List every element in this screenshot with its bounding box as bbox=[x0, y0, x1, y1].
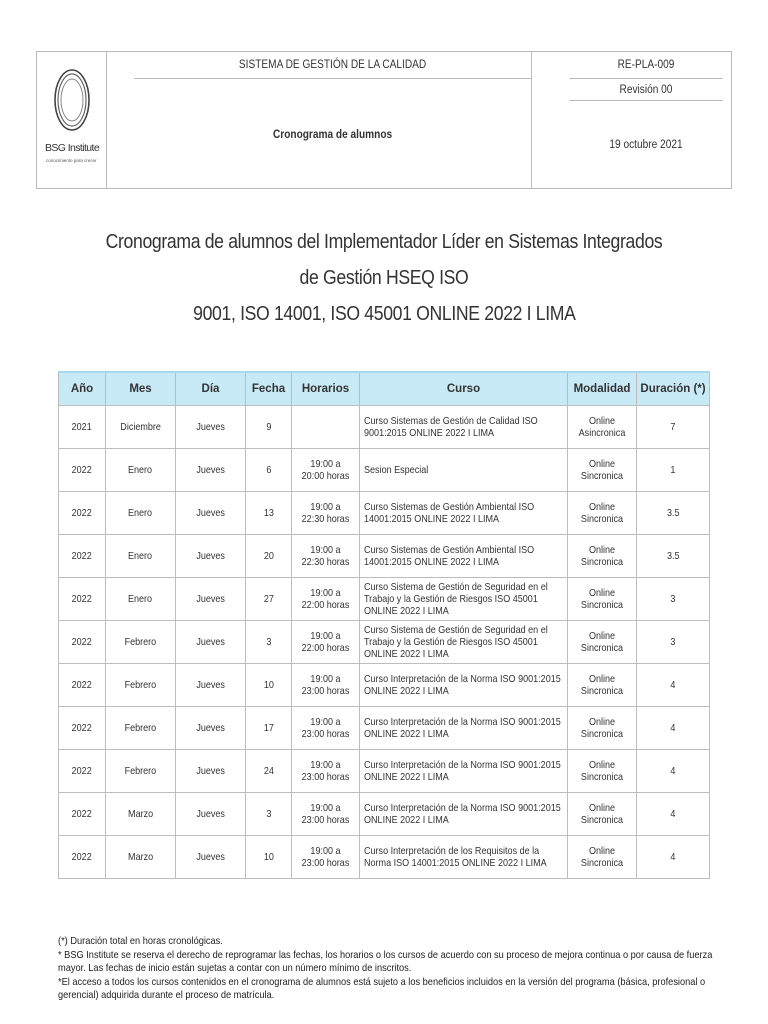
cell-mes-text: Febrero bbox=[124, 721, 157, 734]
cell-curso-text: Curso Sistema de Gestión de Seguridad en el Trabajo y la Gestión de Riesgos ISO 45001 ONLINE 2022 I LIMA bbox=[364, 580, 548, 617]
cell-anio bbox=[59, 620, 106, 663]
column-header-anio: Año bbox=[59, 372, 106, 405]
cell-dia-text: Jueves bbox=[196, 635, 225, 648]
cell-duracion bbox=[637, 491, 710, 534]
cell-horario-text: 19:00 a 22:30 horas bbox=[301, 500, 350, 525]
cell-horario-text: 19:00 a 23:00 horas bbox=[301, 844, 350, 869]
cell-fecha bbox=[246, 534, 292, 577]
cell-duracion-text: 1 bbox=[670, 463, 676, 476]
cell-modalidad bbox=[568, 534, 637, 577]
cell-fecha bbox=[246, 663, 292, 706]
cell-fecha-text: 20 bbox=[263, 549, 274, 562]
cell-curso-text: Curso Sistema de Gestión de Seguridad en el Trabajo y la Gestión de Riesgos ISO 45001 ONLINE 2022 I LIMA bbox=[364, 623, 548, 660]
cell-anio-text: 2022 bbox=[71, 592, 93, 605]
cell-modalidad bbox=[568, 448, 637, 491]
cell-curso bbox=[360, 835, 568, 878]
column-header-mes: Mes bbox=[106, 372, 176, 405]
cell-curso-text: Curso Sistemas de Gestión Ambiental ISO 14001:2015 ONLINE 2022 I LIMA bbox=[364, 500, 535, 525]
table-row bbox=[59, 491, 710, 534]
cell-anio-text: 2022 bbox=[71, 764, 93, 777]
cell-duracion-text: 3 bbox=[670, 592, 676, 605]
cell-fecha bbox=[246, 706, 292, 749]
cell-curso-text: Sesion Especial bbox=[364, 463, 429, 476]
cell-fecha bbox=[246, 405, 292, 448]
cell-horario-text: 19:00 a 20:00 horas bbox=[301, 457, 350, 482]
cell-duracion bbox=[637, 792, 710, 835]
document-code: RE-PLA-009 bbox=[569, 52, 722, 79]
cell-duracion bbox=[637, 706, 710, 749]
schedule-table bbox=[58, 371, 710, 879]
page-title bbox=[50, 224, 718, 332]
cell-horario bbox=[292, 835, 360, 878]
document-revision: Revisión 00 bbox=[569, 79, 722, 101]
cell-horario bbox=[292, 706, 360, 749]
cell-dia-text: Jueves bbox=[196, 463, 225, 476]
cell-anio-text: 2022 bbox=[71, 506, 93, 519]
table-row bbox=[59, 749, 710, 792]
cell-modalidad bbox=[568, 706, 637, 749]
cell-horario bbox=[292, 620, 360, 663]
cell-fecha-text: 10 bbox=[263, 678, 274, 691]
cell-modalidad-text: Online Sincronica bbox=[580, 801, 624, 826]
cell-horario bbox=[292, 663, 360, 706]
cell-anio-text: 2022 bbox=[71, 807, 93, 820]
document-date: 19 octubre 2021 bbox=[609, 138, 683, 151]
column-header-duracion: Duración (*) bbox=[637, 372, 710, 405]
cell-dia bbox=[176, 577, 246, 620]
column-header-dia: Día bbox=[176, 372, 246, 405]
cell-mes-text: Enero bbox=[128, 549, 153, 562]
cell-modalidad bbox=[568, 663, 637, 706]
cell-mes-text: Marzo bbox=[127, 850, 154, 863]
cell-anio-text: 2021 bbox=[71, 420, 93, 433]
column-header-fecha: Fecha bbox=[246, 372, 292, 405]
cell-duracion bbox=[637, 577, 710, 620]
cell-anio bbox=[59, 448, 106, 491]
document-header bbox=[36, 51, 732, 189]
cell-dia bbox=[176, 491, 246, 534]
cell-horario bbox=[292, 405, 360, 448]
cell-fecha-text: 3 bbox=[265, 807, 272, 820]
cell-fecha-text: 3 bbox=[265, 635, 272, 648]
cell-curso bbox=[360, 749, 568, 792]
footnote-access: *El acceso a todos los cursos contenidos en el cronograma de alumnos está sujeto a los beneficios incluidos en la versión del programa (básica, profesional o gerencial) adquirida durante el proceso de matrícula. bbox=[58, 975, 706, 1001]
cell-duracion-text: 4 bbox=[670, 721, 676, 734]
table-row bbox=[59, 405, 710, 448]
column-header-horarios: Horarios bbox=[292, 372, 360, 405]
cell-mes bbox=[106, 663, 176, 706]
cell-fecha-text: 24 bbox=[263, 764, 274, 777]
cell-horario-text: 19:00 a 22:30 horas bbox=[301, 543, 350, 568]
cell-curso bbox=[360, 491, 568, 534]
table-row bbox=[59, 534, 710, 577]
cell-mes bbox=[106, 405, 176, 448]
cell-mes bbox=[106, 491, 176, 534]
schedule-table-body bbox=[59, 405, 710, 878]
cell-horario bbox=[292, 792, 360, 835]
cell-curso-text: Curso Interpretación de la Norma ISO 9001:2015 ONLINE 2022 I LIMA bbox=[364, 715, 561, 740]
cell-fecha-text: 27 bbox=[263, 592, 274, 605]
logo-tagline: conocimiento para crecer bbox=[46, 158, 97, 163]
cell-fecha bbox=[246, 491, 292, 534]
cell-modalidad bbox=[568, 491, 637, 534]
footnote-duration: (*) Duración total en horas cronológicas. bbox=[58, 935, 223, 947]
page-title-line-2: 9001, ISO 14001, ISO 45001 ONLINE 2022 I LIMA bbox=[192, 302, 576, 325]
cell-modalidad-text: Online Sincronica bbox=[580, 586, 624, 611]
cell-modalidad bbox=[568, 749, 637, 792]
cell-dia bbox=[176, 835, 246, 878]
table-row bbox=[59, 448, 710, 491]
cell-modalidad-text: Online Sincronica bbox=[580, 758, 624, 783]
table-row bbox=[59, 620, 710, 663]
cell-mes bbox=[106, 706, 176, 749]
cell-anio bbox=[59, 663, 106, 706]
cell-anio bbox=[59, 491, 106, 534]
cell-modalidad-text: Online Asincronica bbox=[578, 414, 626, 439]
cell-modalidad-text: Online Sincronica bbox=[580, 715, 624, 740]
cell-modalidad bbox=[568, 577, 637, 620]
cell-anio-text: 2022 bbox=[71, 678, 93, 691]
cell-dia-text: Jueves bbox=[196, 549, 225, 562]
cell-anio bbox=[59, 749, 106, 792]
cell-fecha bbox=[246, 749, 292, 792]
cell-duracion bbox=[637, 534, 710, 577]
cell-duracion bbox=[637, 663, 710, 706]
cell-horario-text: 19:00 a 23:00 horas bbox=[301, 672, 350, 697]
cell-duracion-text: 3.5 bbox=[666, 549, 680, 562]
cell-fecha-text: 10 bbox=[263, 850, 274, 863]
cell-curso bbox=[360, 620, 568, 663]
cell-mes bbox=[106, 620, 176, 663]
table-row bbox=[59, 835, 710, 878]
cell-duracion-text: 3 bbox=[670, 635, 676, 648]
cell-anio-text: 2022 bbox=[71, 463, 93, 476]
cell-duracion bbox=[637, 749, 710, 792]
cell-dia bbox=[176, 792, 246, 835]
cell-anio-text: 2022 bbox=[71, 850, 93, 863]
cell-anio-text: 2022 bbox=[71, 549, 93, 562]
cell-duracion bbox=[637, 620, 710, 663]
cell-dia bbox=[176, 534, 246, 577]
cell-anio bbox=[59, 792, 106, 835]
cell-curso bbox=[360, 663, 568, 706]
cell-dia-text: Jueves bbox=[196, 592, 225, 605]
cell-dia-text: Jueves bbox=[196, 678, 225, 691]
cell-mes bbox=[106, 577, 176, 620]
cell-modalidad bbox=[568, 792, 637, 835]
cell-fecha bbox=[246, 577, 292, 620]
cell-horario-text: 19:00 a 23:00 horas bbox=[301, 801, 350, 826]
quality-system-label: SISTEMA DE GESTIÓN DE LA CALIDAD bbox=[134, 52, 532, 79]
cell-dia bbox=[176, 448, 246, 491]
table-row bbox=[59, 706, 710, 749]
cell-horario bbox=[292, 577, 360, 620]
cell-curso bbox=[360, 577, 568, 620]
cell-dia bbox=[176, 749, 246, 792]
cell-curso-text: Curso Interpretación de la Norma ISO 9001:2015 ONLINE 2022 I LIMA bbox=[364, 758, 561, 783]
cell-mes bbox=[106, 835, 176, 878]
cell-mes-text: Enero bbox=[128, 592, 153, 605]
cell-fecha-text: 6 bbox=[265, 463, 272, 476]
cell-mes-text: Enero bbox=[128, 463, 153, 476]
cell-fecha-text: 17 bbox=[263, 721, 274, 734]
table-row bbox=[59, 792, 710, 835]
cell-dia-text: Jueves bbox=[196, 850, 225, 863]
cell-curso-text: Curso Interpretación de la Norma ISO 9001:2015 ONLINE 2022 I LIMA bbox=[364, 672, 561, 697]
cell-mes-text: Febrero bbox=[124, 635, 157, 648]
table-header-row bbox=[59, 372, 710, 405]
cell-duracion-text: 4 bbox=[670, 850, 676, 863]
cell-mes-text: Diciembre bbox=[120, 420, 161, 433]
cell-horario bbox=[292, 448, 360, 491]
cell-anio bbox=[59, 577, 106, 620]
cell-curso-text: Curso Sistemas de Gestión Ambiental ISO 14001:2015 ONLINE 2022 I LIMA bbox=[364, 543, 535, 568]
footnotes bbox=[58, 935, 718, 1003]
cell-fecha-text: 13 bbox=[263, 506, 274, 519]
cell-horario-text: 19:00 a 23:00 horas bbox=[301, 715, 350, 740]
document-title: Cronograma de alumnos bbox=[134, 79, 532, 188]
cell-modalidad bbox=[568, 620, 637, 663]
cell-anio bbox=[59, 706, 106, 749]
cell-anio bbox=[59, 835, 106, 878]
cell-mes bbox=[106, 749, 176, 792]
cell-horario bbox=[292, 534, 360, 577]
cell-horario bbox=[292, 491, 360, 534]
table-row bbox=[59, 663, 710, 706]
cell-duracion bbox=[637, 835, 710, 878]
cell-curso bbox=[360, 534, 568, 577]
cell-duracion-text: 4 bbox=[670, 807, 676, 820]
cell-modalidad-text: Online Sincronica bbox=[580, 543, 624, 568]
cell-anio-text: 2022 bbox=[71, 635, 93, 648]
cell-curso bbox=[360, 792, 568, 835]
cell-mes-text: Marzo bbox=[127, 807, 154, 820]
cell-horario-text: 19:00 a 22:00 horas bbox=[301, 629, 350, 654]
cell-duracion-text: 7 bbox=[670, 420, 676, 433]
cell-modalidad-text: Online Sincronica bbox=[580, 500, 624, 525]
cell-duracion-text: 4 bbox=[670, 764, 676, 777]
cell-modalidad-text: Online Sincronica bbox=[580, 629, 624, 654]
cell-fecha-text: 9 bbox=[265, 420, 272, 433]
cell-dia bbox=[176, 706, 246, 749]
cell-mes bbox=[106, 534, 176, 577]
cell-dia bbox=[176, 663, 246, 706]
cell-horario-text: 19:00 a 22:00 horas bbox=[301, 586, 350, 611]
cell-fecha bbox=[246, 792, 292, 835]
cell-anio bbox=[59, 534, 106, 577]
cell-curso bbox=[360, 706, 568, 749]
table-row bbox=[59, 577, 710, 620]
cell-fecha bbox=[246, 448, 292, 491]
cell-fecha bbox=[246, 835, 292, 878]
cell-anio bbox=[59, 405, 106, 448]
cell-modalidad-text: Online Sincronica bbox=[580, 844, 624, 869]
cell-mes-text: Febrero bbox=[124, 764, 157, 777]
cell-dia-text: Jueves bbox=[196, 764, 225, 777]
cell-mes-text: Febrero bbox=[124, 678, 157, 691]
cell-horario bbox=[292, 749, 360, 792]
cell-curso-text: Curso Interpretación de los Requisitos de la Norma ISO 14001:2015 ONLINE 2022 I LIMA bbox=[364, 844, 547, 869]
column-header-modalidad: Modalidad bbox=[568, 372, 637, 405]
cell-duracion-text: 4 bbox=[670, 678, 676, 691]
cell-dia bbox=[176, 405, 246, 448]
cell-dia-text: Jueves bbox=[196, 506, 225, 519]
logo bbox=[37, 52, 107, 188]
cell-modalidad bbox=[568, 405, 637, 448]
logo-name: BSG Institute bbox=[45, 142, 100, 154]
footnote-reschedule: * BSG Institute se reserva el derecho de reprogramar las fechas, los horarios o los cursos de acuerdo con su proceso de mejora continua o por causa de fuerza mayor. Las fechas de inicio están sujetas a contar con un número mínimo de inscritos. bbox=[58, 948, 713, 974]
column-header-curso: Curso bbox=[360, 372, 568, 405]
cell-dia-text: Jueves bbox=[196, 420, 225, 433]
cell-dia-text: Jueves bbox=[196, 721, 225, 734]
page-title-line-1: Cronograma de alumnos del Implementador Líder en Sistemas Integrados de Gestión HSEQ ISO bbox=[105, 230, 663, 289]
cell-modalidad-text: Online Sincronica bbox=[580, 672, 624, 697]
cell-modalidad bbox=[568, 835, 637, 878]
cell-anio-text: 2022 bbox=[71, 721, 93, 734]
cell-fecha bbox=[246, 620, 292, 663]
cell-mes bbox=[106, 792, 176, 835]
cell-curso bbox=[360, 405, 568, 448]
cell-mes-text: Enero bbox=[128, 506, 153, 519]
cell-curso bbox=[360, 448, 568, 491]
cell-horario-text: 19:00 a 23:00 horas bbox=[301, 758, 350, 783]
bsg-ring-logo-icon bbox=[51, 66, 93, 134]
cell-mes bbox=[106, 448, 176, 491]
cell-curso-text: Curso Interpretación de la Norma ISO 9001:2015 ONLINE 2022 I LIMA bbox=[364, 801, 561, 826]
cell-dia-text: Jueves bbox=[196, 807, 225, 820]
cell-duracion bbox=[637, 405, 710, 448]
cell-dia bbox=[176, 620, 246, 663]
cell-duracion bbox=[637, 448, 710, 491]
cell-curso-text: Curso Sistemas de Gestión de Calidad ISO 9001:2015 ONLINE 2022 I LIMA bbox=[364, 414, 538, 439]
cell-duracion-text: 3.5 bbox=[666, 506, 680, 519]
cell-modalidad-text: Online Sincronica bbox=[580, 457, 624, 482]
